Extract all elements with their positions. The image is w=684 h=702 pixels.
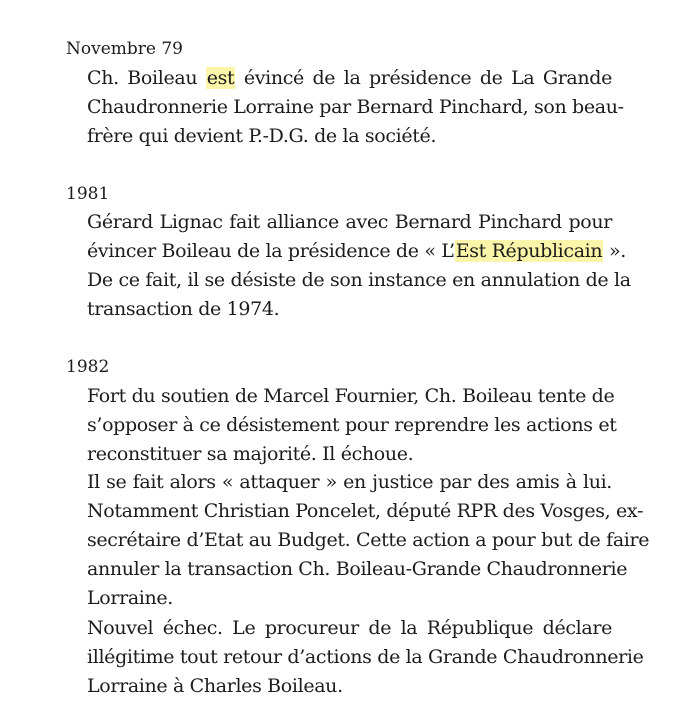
text-segment: s’opposer à ce désistement pour reprendre les actions et [87,414,617,436]
text-segment: annuler la transaction Ch. Boileau-Grande Chaudronnerie [87,558,628,580]
text-segment: Lorraine. [87,587,173,609]
entry-paragraph [87,266,631,324]
text-line [87,468,612,497]
text-segment: Fort du soutien de Marcel Fournier, Ch. Boileau tente de [87,385,615,407]
text-line [87,526,650,555]
text-segment: transaction de 1974. [87,298,280,320]
highlighted-text: Est Républicain [455,240,603,262]
text-segment: Il se fait alors « attaquer » en justice par des amis à lui. [87,471,612,493]
text-line [87,237,626,266]
text-segment: Nouvel échec. Le procureur de la République déclare [87,617,612,639]
text-segment: Notamment Christian Poncelet, député RPR des Vosges, ex- [87,500,644,522]
entry-paragraph [87,382,617,469]
text-segment: frère qui devient P.-D.G. de la société. [87,125,437,147]
text-segment: Chaudronnerie Lorraine par Bernard Pinchard, son beau- [87,96,624,118]
text-line [87,440,612,469]
text-segment: ». [603,240,626,262]
text-segment: secrétaire d’Etat au Budget. Cette action a pour but de faire [87,529,650,551]
entry-paragraph [87,64,624,151]
text-line [87,672,612,701]
entry-date: 1982 [66,357,110,377]
text-line [87,208,612,237]
entry-date: Novembre 79 [66,39,183,59]
text-segment: reconstituer sa majorité. Il échoue. [87,443,414,465]
text-line [87,497,644,526]
highlighted-text: est [206,67,235,89]
text-line [87,93,624,122]
text-line [87,266,631,295]
entry-paragraph [87,614,644,701]
text-segment: De ce fait, il se désiste de son instance en annulation de la [87,269,631,291]
text-line [87,382,615,411]
entry-paragraph [87,208,626,266]
text-segment: évincer Boileau de la présidence de « L’ [87,240,455,262]
text-segment: Ch. Boileau [87,67,206,89]
text-line [87,64,612,93]
text-line [87,295,612,324]
text-line [87,643,644,672]
text-line [87,614,612,643]
text-line [87,584,612,613]
text-segment: Gérard Lignac fait alliance avec Bernard Pinchard pour [87,211,612,233]
text-segment: Lorraine à Charles Boileau. [87,675,343,697]
text-line [87,555,628,584]
text-segment: illégitime tout retour d’actions de la Grande Chaudronnerie [87,646,644,668]
text-segment: évincé de la présidence de La Grande [235,67,612,89]
text-line [87,411,617,440]
entry-paragraph [87,468,650,613]
text-line [87,122,612,151]
entry-date: 1981 [66,184,110,204]
